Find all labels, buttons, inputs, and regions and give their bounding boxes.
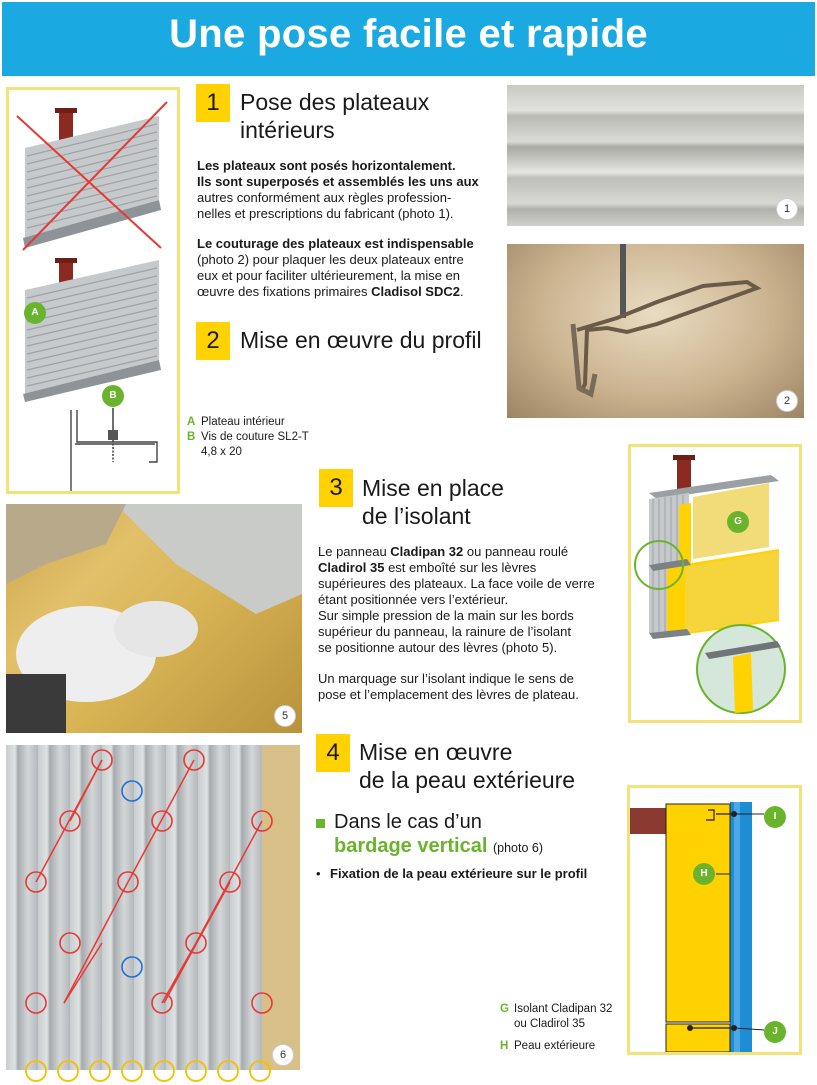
section-2-heading: Mise en œuvre du profil (240, 327, 482, 353)
photo-1-number: 1 (776, 198, 798, 220)
case-highlight-line: bardage vertical (photo 6) (334, 835, 544, 857)
label-i-marker: I (764, 806, 786, 828)
section-3-paragraph-1: Le panneau Cladipan 32 ou panneau roulé Cladirol 35 est emboîté sur les lèvres supérieures des plateaux. La face voile de verre étant positionnée vers l’extérieur. Sur simple pression de la main sur les bords supérieur du panneau, la rainure de l’isolant se positionne autour des lèvres (photo 5). (318, 544, 595, 655)
label-a-marker: A (24, 302, 46, 324)
photo-5-isolant (6, 504, 302, 733)
section-3-paragraph-2: Un marquage sur l’isolant indique le sens de pose et l’emplacement des lèvres de plateau. (318, 671, 579, 702)
legend-item-b-size: 4,8 x 20 (201, 446, 242, 458)
photo-2-couture (507, 244, 804, 418)
section-4-heading: Mise en œuvre de la peau extérieure (359, 739, 576, 793)
plateau-wrong-illustration (17, 102, 167, 250)
screw-section-illustration (71, 408, 157, 491)
section-4-number: 4 (316, 734, 350, 772)
photo-2-illustration (507, 244, 804, 418)
label-h-marker: H (693, 863, 715, 885)
legend-item-a: A Plateau intérieur (187, 416, 285, 428)
section-3-heading: Mise en place de l’isolant (362, 475, 504, 529)
title-banner (2, 2, 815, 76)
legend-right (500, 1002, 626, 1054)
label-j-marker: J (764, 1021, 786, 1043)
label-b-marker: B (102, 385, 124, 407)
isolant-diagram-frame (628, 444, 802, 723)
photo-6-fixing-pattern (6, 745, 300, 1085)
section-1-paragraph-2: Le couturage des plateaux est indispensable (photo 2) pour plaquer les deux plateaux entre eux et pour faciliter ultérieurement, la mise en œuvre des fixations primaires Cladisol SDC2. (197, 236, 474, 299)
section-2-number: 2 (196, 322, 230, 360)
label-g-marker: G (727, 511, 749, 533)
plateau-diagram-frame (6, 87, 180, 494)
photo-5-number: 5 (274, 705, 296, 727)
case-square-icon (316, 819, 325, 828)
photo-6-number: 6 (272, 1044, 294, 1066)
photo-6-bardage (6, 745, 300, 1070)
section-1-paragraph-1: Les plateaux sont posés horizontalement. Ils sont superposés et assemblés les uns aux autres conformément aux règles profession- nelles et prescriptions du fabricant (photo 1). (197, 158, 479, 221)
section-3-number: 3 (319, 469, 353, 507)
section-1-number: 1 (196, 84, 230, 122)
plateau-correct-illustration (23, 258, 161, 402)
page-title: Une pose facile et rapide (169, 12, 648, 56)
case-title: Dans le cas d’un (334, 811, 482, 833)
legend-item-g: G Isolant Cladipan 32 (500, 1003, 613, 1015)
isolant-diagram (631, 447, 799, 720)
section-4-bullet: • Fixation de la peau extérieure sur le profil (316, 866, 588, 881)
legend-left (187, 415, 327, 460)
legend-item-g-alt: ou Cladirol 35 (514, 1018, 585, 1030)
section-1-heading: Pose des plateaux intérieurs (240, 89, 430, 143)
legend-item-h: H Peau extérieure (500, 1040, 596, 1052)
plateau-diagram (9, 90, 177, 491)
photo-5-illustration (6, 504, 302, 733)
legend-item-b: B Vis de couture SL2-T (187, 431, 309, 443)
photo-1-plateaux (507, 85, 804, 226)
peau-diagram-frame (627, 785, 802, 1055)
photo-2-number: 2 (776, 390, 798, 412)
